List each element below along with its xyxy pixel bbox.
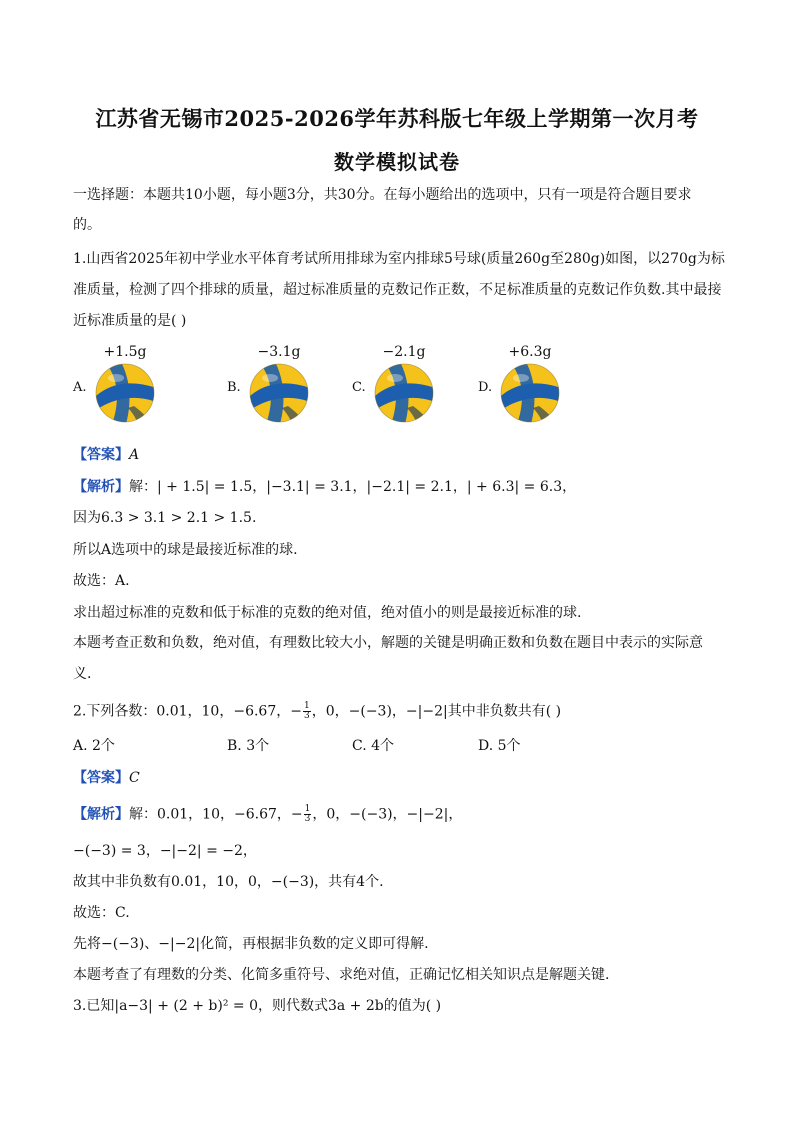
q1-option-weight: +1.5g (103, 344, 147, 360)
q2-stem-pre: 2.下列各数：0.01，10，−6.67，− (73, 703, 302, 720)
q1-stem-line1: 1.山西省2025年初中学业水平体育考试所用排球为室内排球5号球(质量260g至280g)如图，以270g为标 (73, 251, 725, 267)
q2-stem-post: ，0，−(−3)，−|−2|其中非负数共有( ) (311, 703, 562, 720)
q1-stem-line3: 近标准质量的是( ) (73, 313, 187, 329)
q2-analysis-fraction (304, 805, 312, 824)
volleyball-image (499, 362, 561, 424)
q1-option-letter: A. (73, 380, 87, 395)
q2-analysis-line2: −(−3) = 3，−|−2| = −2， (73, 843, 257, 859)
q1-analysis-line5: 求出超过标准的克数和低于标准的克数的绝对值，绝对值小的则是最接近标准的球. (73, 605, 582, 621)
q1-analysis-line6: 本题考查正数和负数，绝对值，有理数比较大小，解题的关键是明确正数和负数在题目中表示的实际意 (73, 635, 703, 651)
q2-option-b: B. 3个 (227, 738, 270, 754)
analysis-text-pre: 解：0.01，10，−6.67，− (129, 806, 303, 823)
section-instructions-line2: 的。 (73, 217, 101, 233)
q1-option-letter: B. (227, 380, 241, 395)
q1-option-letter: D. (478, 380, 493, 395)
q1-analysis-line4: 故选：A. (73, 573, 130, 589)
q1-answer (73, 446, 139, 464)
answer-value: C (129, 770, 140, 786)
answer-value: A (129, 447, 140, 463)
q1-analysis-line3: 所以A选项中的球是最接近标准的球. (73, 542, 298, 558)
analysis-tag: 【解析】 (73, 479, 129, 495)
q1-analysis-line2: 因为6.3 > 3.1 > 2.1 > 1.5. (73, 510, 257, 526)
q2-answer (73, 769, 140, 787)
q2-fraction (303, 702, 311, 721)
fraction-numerator: 1 (303, 701, 310, 711)
fraction-numerator: 1 (304, 804, 311, 814)
q2-analysis-line5: 先将−(−3)、−|−2|化简，再根据非负数的定义即可得解. (73, 936, 429, 952)
q2-analysis-line3: 故其中非负数有0.01，10，0，−(−3)，共有4个. (73, 874, 384, 890)
answer-tag: 【答案】 (73, 770, 129, 786)
q1-analysis-line1 (73, 478, 576, 496)
q2-stem (73, 702, 561, 721)
q2-analysis-line1 (73, 805, 462, 824)
fraction-denominator: 3 (303, 711, 310, 721)
volleyball-image (373, 362, 435, 424)
q2-option-a: A. 2个 (73, 738, 115, 754)
q1-analysis-line7: 义. (73, 666, 92, 682)
fraction-denominator: 3 (304, 814, 311, 824)
q1-stem-line2: 准质量，检测了四个排球的质量，超过标准质量的克数记作正数，不足标准质量的克数记作负数.其中最接 (73, 282, 722, 298)
analysis-text: 解：| + 1.5| = 1.5，|−3.1| = 3.1，|−2.1| = 2.1，| + 6.3| = 6.3， (129, 479, 577, 495)
volleyball-image (248, 362, 310, 424)
q2-option-d: D. 5个 (478, 738, 521, 754)
q2-analysis-line4: 故选：C. (73, 905, 130, 921)
q1-option-weight: +6.3g (508, 344, 552, 360)
exam-title: 江苏省无锡市2025-2026学年苏科版七年级上学期第一次月考 (95, 106, 699, 131)
q3-stem: 3.已知|a−3| + (2 + b)² = 0，则代数式3a + 2b的值为( ) (73, 998, 442, 1014)
q1-option-weight: −2.1g (382, 344, 426, 360)
q2-option-c: C. 4个 (352, 738, 395, 754)
analysis-text-post: ，0，−(−3)，−|−2|， (312, 806, 463, 823)
q2-analysis-line6: 本题考查了有理数的分类、化简多重符号、求绝对值，正确记忆相关知识点是解题关键. (73, 967, 610, 983)
exam-subtitle: 数学模拟试卷 (334, 150, 460, 174)
section-instructions-line1: 一选择题：本题共10小题，每小题3分，共30分。在每小题给出的选项中，只有一项是符合题目要求 (73, 187, 692, 203)
volleyball-image (94, 362, 156, 424)
q1-option-weight: −3.1g (257, 344, 301, 360)
answer-tag: 【答案】 (73, 447, 129, 463)
analysis-tag: 【解析】 (73, 806, 129, 823)
q1-option-letter: C. (352, 380, 366, 395)
